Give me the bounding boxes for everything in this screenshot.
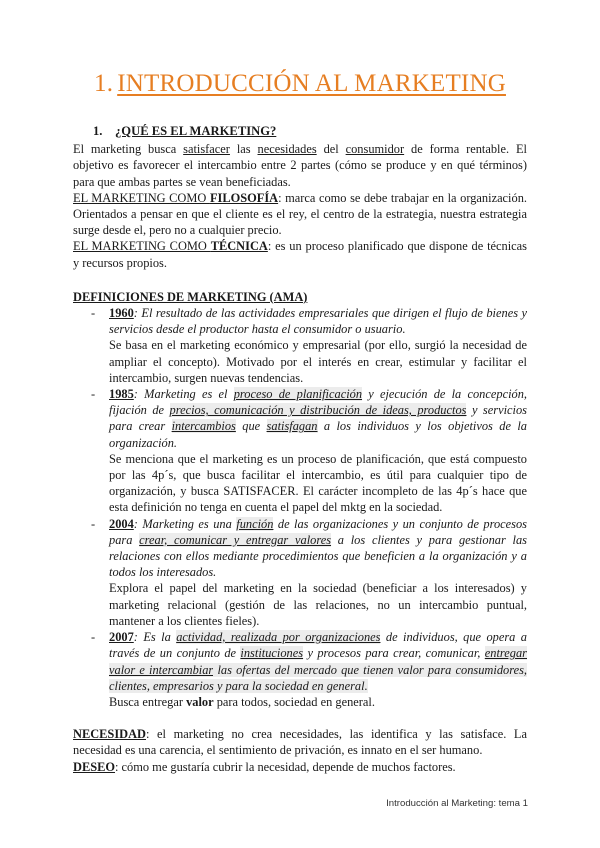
text-run: : Marketing es el xyxy=(133,387,234,402)
highlighted-term: función xyxy=(236,516,274,531)
tecnica-label: EL MARKETING COMO xyxy=(73,239,211,254)
page-footer: Introducción al Marketing: tema 1 xyxy=(386,798,528,809)
section-number: 1. xyxy=(93,124,103,138)
document-body xyxy=(73,123,527,775)
definition-2004 xyxy=(73,516,527,581)
definition-1985 xyxy=(73,386,527,451)
page-title xyxy=(0,70,600,98)
text-run: : cómo me gustaría cubrir la necesidad, depende de muchos factores. xyxy=(115,759,456,774)
definitions-list xyxy=(73,386,527,451)
definitions-list xyxy=(73,305,527,337)
text-run: : es un proceso planificado que dispone de técnicas y recursos propios. xyxy=(73,239,527,270)
list-dash: - xyxy=(91,630,96,645)
list-dash: - xyxy=(91,306,96,321)
text-run: del xyxy=(316,142,346,157)
filosofia-label: EL MARKETING COMO xyxy=(73,190,210,205)
definition-note xyxy=(73,694,527,710)
text-run: de forma rentable. El objetivo es favorecer el intercambio entre 2 partes (cómo se produce y en qué términos) para que ambas partes se vean beneficiadas. xyxy=(73,142,527,189)
text-run: que xyxy=(235,419,267,434)
definition-note: Se basa en el marketing económico y empresarial (por ello, surgió la necesidad de ampliar el concepto). Motivado por el interés en crear, estimular y facilitar el intercambio, surgen nuevas tendencias. xyxy=(109,338,527,385)
definitions-list xyxy=(73,629,527,694)
highlighted-text: las ofertas del mercado que tienen valor para consumidores, clientes, empresarios y para la sociedad en general. xyxy=(109,662,527,693)
title-text: INTRODUCCIÓN AL MARKETING xyxy=(117,70,506,97)
highlighted-term: precios, comunicación y distribución de ideas, productos xyxy=(169,403,467,418)
term-necesidades: necesidades xyxy=(257,142,317,157)
list-dash: - xyxy=(91,387,96,402)
highlighted-term: satisfagan xyxy=(266,419,318,434)
highlighted-term: entregar valor e intercambiar xyxy=(109,646,527,677)
text-run: las xyxy=(229,142,258,157)
definition-text xyxy=(109,386,527,451)
deseo-label: DESEO xyxy=(73,759,116,774)
definition-year: 1985 xyxy=(109,387,134,402)
text-run: a los clientes y para gestionar las relaciones con ellos mediante procedimientos que beneficien a la organización y a todos los interesados. xyxy=(109,532,528,580)
text-run: a los individuos y los objetivos de la organización. xyxy=(109,419,528,450)
intro-paragraph xyxy=(73,141,527,190)
term-satisfacer: satisfacer xyxy=(183,142,230,157)
list-dash: - xyxy=(91,516,96,531)
section-heading xyxy=(93,123,527,139)
text-run: y ejecución de la concepción, fijación de xyxy=(109,387,527,418)
definition-text xyxy=(109,629,527,694)
text-run: y procesos para crear, comunicar, xyxy=(303,646,485,661)
definitions-list xyxy=(73,516,527,581)
text-run: de individuos, que opera a través de un conjunto de xyxy=(109,630,527,661)
text-run: : Es la xyxy=(133,630,177,645)
text-run: : El resultado de las actividades empresariales que dirigen el flujo de bienes y servicios desde el productor hasta el consumidor o usuario. xyxy=(109,306,527,337)
text-run: : el marketing no crea necesidades, las identifica y las satisface. La necesidad es una carencia, el sentimiento de privación, es innato en el ser humano. xyxy=(73,727,527,758)
tecnica-paragraph xyxy=(73,238,527,270)
tecnica-term: TÉCNICA xyxy=(210,239,268,254)
definition-text xyxy=(109,516,527,581)
spacer xyxy=(73,710,527,726)
text-run: para todos, sociedad en general. xyxy=(213,694,375,709)
text-run: El marketing busca xyxy=(73,142,184,157)
definition-year: 1960 xyxy=(109,306,134,321)
definition-1960 xyxy=(73,305,527,337)
text-run: y servicios para crear xyxy=(109,403,527,434)
text-run: Busca entregar xyxy=(109,694,187,709)
definitions-heading: DEFINICIONES DE MARKETING (AMA) xyxy=(73,289,308,304)
definition-2007 xyxy=(73,629,527,694)
necesidad-paragraph xyxy=(73,726,527,758)
spacer xyxy=(73,271,527,287)
text-run: : marca como se debe trabajar en la organización. Orientados a pensar en que el cliente es el rey, el centro de la estrategia, nuestra estrategia surge desde el, pero no a cualquier precio. xyxy=(73,190,527,238)
definition-year: 2004 xyxy=(109,516,134,531)
section-heading-text: ¿QUÉ ES EL MARKETING? xyxy=(115,124,277,138)
highlighted-term: crear, comunicar y entregar valores xyxy=(139,532,332,547)
definition-note: Explora el papel del marketing en la sociedad (beneficiar a los interesados) y marketing relacional (gestión de las relaciones, no un intercambio puntual, mantener a los clientes fieles). xyxy=(109,581,527,628)
filosofia-term: FILOSOFÍA xyxy=(209,190,279,205)
deseo-paragraph xyxy=(73,759,527,775)
definition-year: 2007 xyxy=(109,630,134,645)
definition-text xyxy=(109,305,527,337)
highlighted-term: intercambios xyxy=(171,419,236,434)
definition-note: Se menciona que el marketing es un proceso de planificación, que está compuesto por las 4p´s, que busca facilitar el intercambio, es útil para cualquier tipo de organización, y busca SATISFACER. El carácter incompleto de las 4p´s hace que esta definición no tenga en cuenta el papel del mktg en la sociedad. xyxy=(109,451,527,515)
title-number: 1. xyxy=(94,70,114,97)
highlighted-term: actividad, realizada por organizaciones xyxy=(176,630,381,645)
text-run: : Marketing es una xyxy=(133,516,237,531)
bold-term: valor xyxy=(186,694,214,709)
filosofia-paragraph xyxy=(73,190,527,239)
necesidad-label: NECESIDAD xyxy=(73,727,146,742)
highlighted-term: proceso de planificación xyxy=(233,387,363,402)
text-run: de las organizaciones y un conjunto de procesos para xyxy=(109,516,527,547)
term-consumidor: consumidor xyxy=(345,142,405,157)
highlighted-term: instituciones xyxy=(240,646,304,661)
